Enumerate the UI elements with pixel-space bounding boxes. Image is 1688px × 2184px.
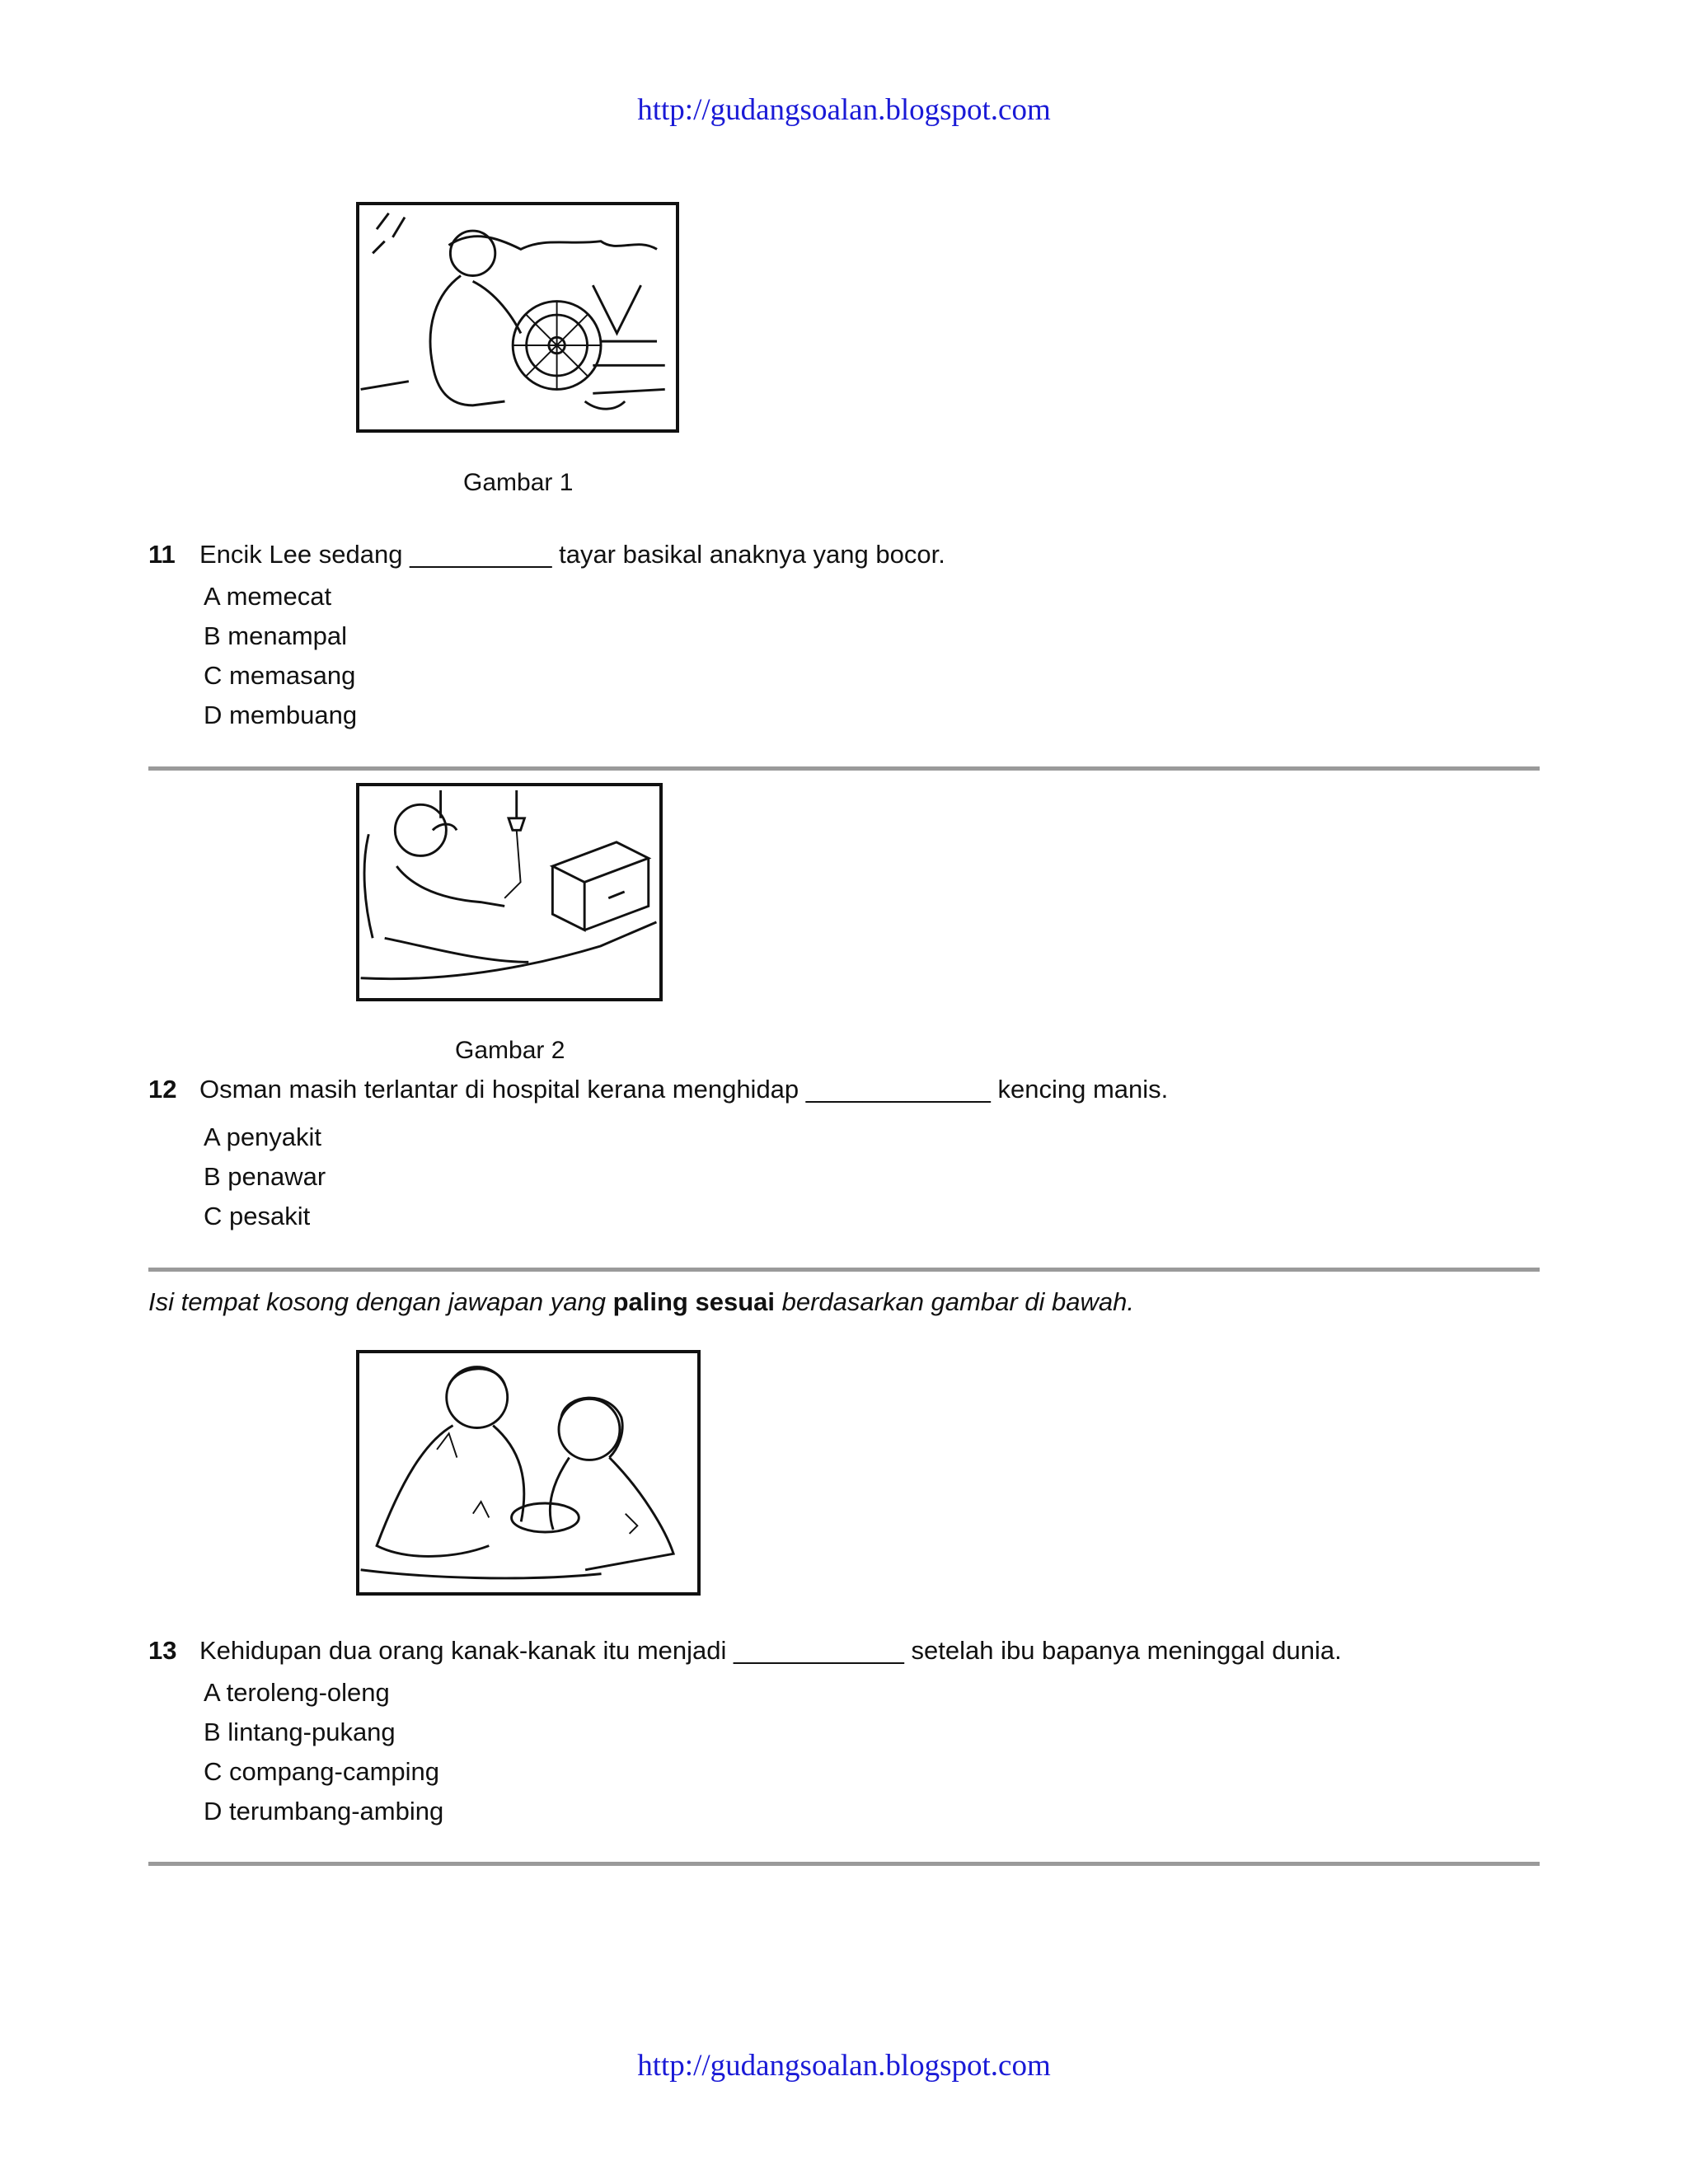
q13-option-a[interactable]: A teroleng-oleng [204, 1678, 390, 1707]
figure-2-caption: Gambar 2 [455, 1037, 565, 1064]
q12-option-c[interactable]: C pesakit [204, 1202, 311, 1230]
question-number: 11 [148, 540, 176, 569]
header-url[interactable]: http://gudangsoalan.blogspot.com [637, 93, 1051, 127]
question-12 [148, 1075, 1168, 1104]
q11-option-c[interactable]: C memasang [204, 661, 356, 690]
figure-1-caption: Gambar 1 [463, 469, 574, 496]
instruction-text [148, 1287, 1134, 1317]
instruction-part-1: Isi tempat kosong dengan jawapan yang [148, 1287, 606, 1316]
figure-2-image [356, 783, 663, 1001]
question-stem: Osman masih terlantar di hospital kerana menghidap _____________ kencing manis. [199, 1075, 1169, 1104]
q13-option-b[interactable]: B lintang-pukang [204, 1718, 396, 1746]
q13-option-c[interactable]: C compang-camping [204, 1757, 440, 1786]
divider [148, 766, 1540, 771]
q12-option-a[interactable]: A penyakit [204, 1122, 322, 1151]
divider [148, 1268, 1540, 1272]
question-13 [148, 1636, 1342, 1666]
question-number: 12 [148, 1075, 177, 1104]
instruction-emphasis: paling sesuai [612, 1287, 775, 1316]
q12-option-b[interactable]: B penawar [204, 1162, 326, 1191]
question-stem: Encik Lee sedang __________ tayar basikal anaknya yang bocor. [199, 540, 945, 569]
q13-option-d[interactable]: D terumbang-ambing [204, 1797, 444, 1825]
q11-option-d[interactable]: D membuang [204, 701, 358, 729]
question-stem: Kehidupan dua orang kanak-kanak itu menjadi ____________ setelah ibu bapanya meninggal dunia. [199, 1636, 1342, 1665]
q11-option-b[interactable]: B menampal [204, 621, 348, 650]
figure-1-image [356, 202, 679, 433]
footer-url[interactable]: http://gudangsoalan.blogspot.com [637, 2049, 1051, 2083]
question-number: 13 [148, 1636, 177, 1665]
q11-option-a[interactable]: A memecat [204, 582, 332, 611]
figure-3-image [356, 1350, 701, 1596]
divider [148, 1862, 1540, 1866]
instruction-part-2: berdasarkan gambar di bawah. [781, 1287, 1134, 1316]
question-11 [148, 540, 945, 569]
